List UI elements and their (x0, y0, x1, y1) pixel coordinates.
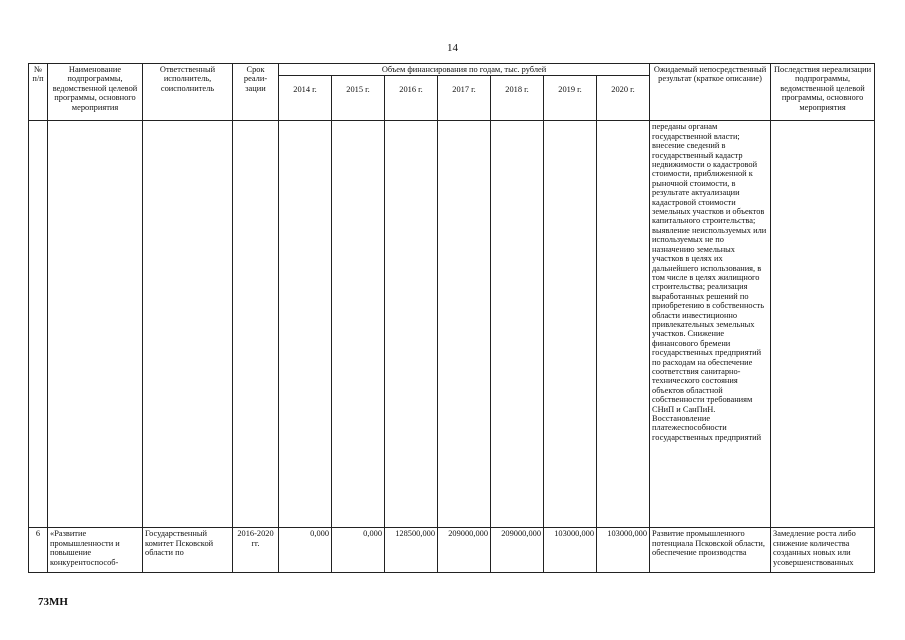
empty-cell (233, 121, 279, 528)
funding-2020: 103000,000 (597, 528, 650, 573)
empty-cell (279, 121, 332, 528)
header-year: 2019 г. (544, 76, 597, 121)
header-row-1 (29, 64, 875, 76)
funding-2014: 0,000 (279, 528, 332, 573)
header-funding-group: Объем финансирования по годам, тыс. рублей (279, 64, 650, 76)
page-number: 14 (447, 42, 458, 54)
empty-cell (332, 121, 385, 528)
funding-2015: 0,000 (332, 528, 385, 573)
funding-2019: 103000,000 (544, 528, 597, 573)
funding-2018: 209000,000 (491, 528, 544, 573)
funding-2017: 209000,000 (438, 528, 491, 573)
implementation-period: 2016-2020 гг. (233, 528, 279, 573)
header-period: Срок реали-зации (233, 64, 279, 121)
empty-cell (597, 121, 650, 528)
header-year: 2018 г. (491, 76, 544, 121)
header-year: 2014 г. (279, 76, 332, 121)
empty-cell (143, 121, 233, 528)
header-consequences: Последствия нереализации подпрограммы, ведомственной целевой программы, основного мероприятия (771, 64, 875, 121)
responsible-executor: Государственный комитет Псковской области по (143, 528, 233, 573)
header-year: 2017 г. (438, 76, 491, 121)
empty-cell (385, 121, 438, 528)
expected-result-text: переданы органам государственной власти; внесение сведений в государственный кадастр недвижимости о кадастровой стоимости, приближенной к рыночной стоимости, в результате актуализации кадастровой стоимости земельных участков и объектов капитального строительства; выявление неиспользуемых или используемых не по назначению земельных участков в целях их дальнейшего использования, в том числе в целях жилищного строительства; реализация выработанных решений по приобретению в собственность области инвестиционно привлекательных земельных участков. Снижение финансового бремени государственных предприятий по расходам на обеспечение соответствия санитарно-технического состояния объектов областной собственности требованиям СНиП и СанПиН. Восстановление платежеспособности государственных предприятий (650, 121, 771, 528)
table-row (29, 528, 875, 573)
header-year: 2016 г. (385, 76, 438, 121)
header-responsible: Ответственный исполнитель, соисполнитель (143, 64, 233, 121)
empty-cell (29, 121, 48, 528)
table-row-continuation (29, 121, 875, 528)
header-year: 2015 г. (332, 76, 385, 121)
footer-code: 73МН (38, 596, 68, 608)
program-name: «Развитие промышленности и повышение конкурентоспособ- (48, 528, 143, 573)
header-num: № п/п (29, 64, 48, 121)
header-name: Наименование подпрограммы, ведомственной целевой программы, основного мероприятия (48, 64, 143, 121)
empty-cell (544, 121, 597, 528)
expected-result: Развитие промышленного потенциала Псковской области, обеспечение производства (650, 528, 771, 573)
consequences: Замедление роста либо снижение количества созданных новых или усовершенствованных (771, 528, 875, 573)
header-year: 2020 г. (597, 76, 650, 121)
empty-cell (48, 121, 143, 528)
program-table (28, 63, 875, 573)
funding-2016: 128500,000 (385, 528, 438, 573)
empty-cell (438, 121, 491, 528)
row-number: 6 (29, 528, 48, 573)
header-expected: Ожидаемый непосредственный результат (краткое описание) (650, 64, 771, 121)
empty-cell (491, 121, 544, 528)
empty-cell (771, 121, 875, 528)
